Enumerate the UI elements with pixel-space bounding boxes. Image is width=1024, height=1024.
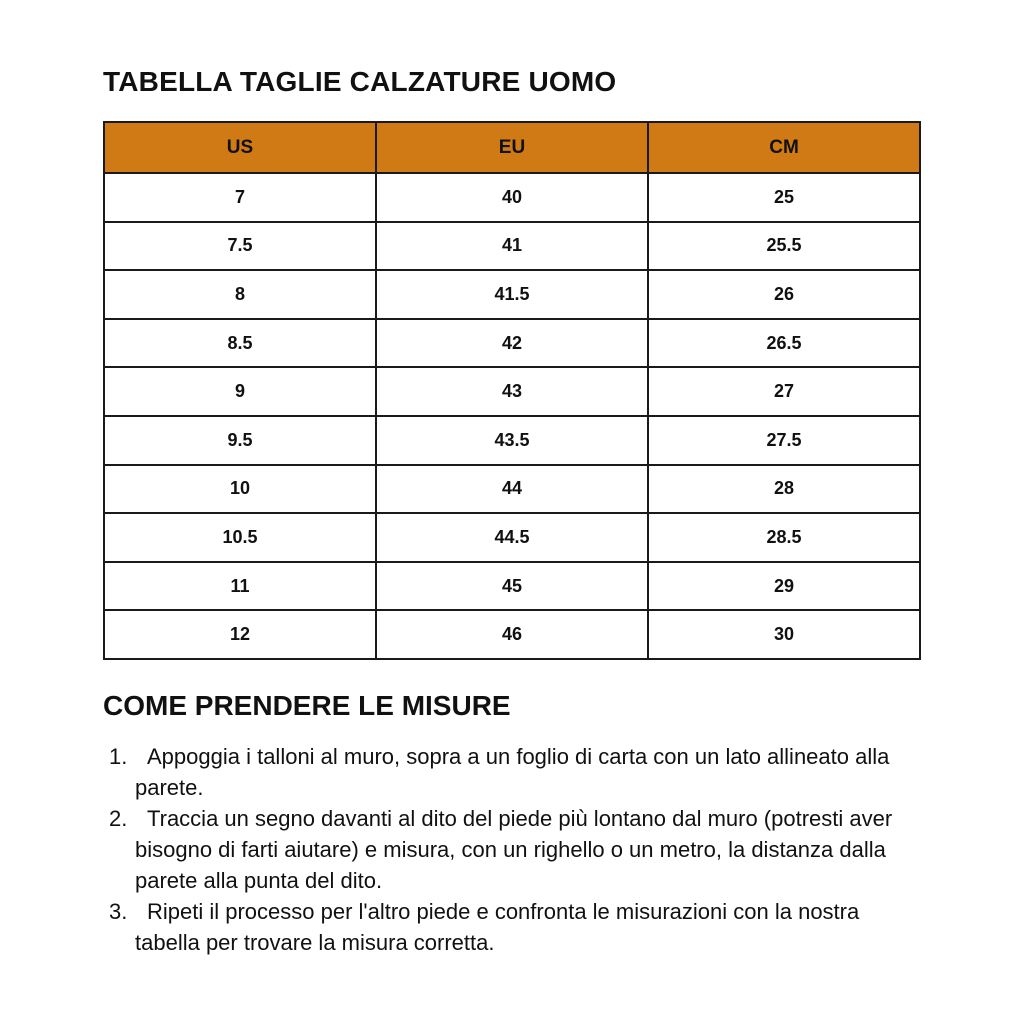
page-title: TABELLA TAGLIE CALZATURE UOMO bbox=[103, 66, 617, 97]
size-table-body bbox=[104, 173, 920, 659]
table-row bbox=[104, 222, 920, 271]
table-cell-cm: 28.5 bbox=[648, 513, 920, 562]
table-cell-cm: 29 bbox=[648, 562, 920, 611]
table-cell-cm: 26.5 bbox=[648, 319, 920, 368]
table-cell-eu: 41 bbox=[376, 222, 648, 271]
column-header-eu: EU bbox=[376, 122, 648, 173]
table-cell-us: 11 bbox=[104, 562, 376, 611]
instruction-number: 3. bbox=[109, 899, 128, 924]
instructions-list bbox=[109, 741, 921, 958]
instruction-item bbox=[109, 896, 921, 958]
instruction-number: 2. bbox=[109, 806, 128, 831]
table-cell-eu: 43.5 bbox=[376, 416, 648, 465]
instruction-item bbox=[109, 741, 921, 803]
table-cell-eu: 46 bbox=[376, 610, 648, 659]
table-cell-us: 12 bbox=[104, 610, 376, 659]
table-cell-us: 9 bbox=[104, 367, 376, 416]
table-cell-cm: 25 bbox=[648, 173, 920, 222]
table-row bbox=[104, 465, 920, 514]
table-cell-eu: 42 bbox=[376, 319, 648, 368]
table-cell-cm: 25.5 bbox=[648, 222, 920, 271]
size-table-head bbox=[104, 122, 920, 173]
table-row bbox=[104, 319, 920, 368]
table-row bbox=[104, 173, 920, 222]
table-row bbox=[104, 270, 920, 319]
size-table bbox=[103, 121, 921, 660]
table-cell-cm: 26 bbox=[648, 270, 920, 319]
table-cell-eu: 40 bbox=[376, 173, 648, 222]
table-cell-cm: 27.5 bbox=[648, 416, 920, 465]
table-cell-us: 7 bbox=[104, 173, 376, 222]
table-cell-us: 8.5 bbox=[104, 319, 376, 368]
table-row bbox=[104, 562, 920, 611]
table-cell-us: 8 bbox=[104, 270, 376, 319]
column-header-us: US bbox=[104, 122, 376, 173]
table-cell-eu: 44 bbox=[376, 465, 648, 514]
table-row bbox=[104, 367, 920, 416]
section-heading: COME PRENDERE LE MISURE bbox=[103, 690, 511, 721]
table-cell-eu: 41.5 bbox=[376, 270, 648, 319]
table-cell-us: 10.5 bbox=[104, 513, 376, 562]
instruction-item bbox=[109, 803, 921, 896]
table-header-row bbox=[104, 122, 920, 173]
table-cell-cm: 27 bbox=[648, 367, 920, 416]
instruction-text: Appoggia i talloni al muro, sopra a un foglio di carta con un lato allineato alla parete. bbox=[135, 744, 890, 800]
table-row bbox=[104, 416, 920, 465]
table-cell-cm: 28 bbox=[648, 465, 920, 514]
table-cell-eu: 44.5 bbox=[376, 513, 648, 562]
instruction-text: Ripeti il processo per l'altro piede e confronta le misurazioni con la nostra tabella per trovare la misura corretta. bbox=[135, 899, 860, 955]
table-cell-us: 9.5 bbox=[104, 416, 376, 465]
table-row bbox=[104, 513, 920, 562]
table-cell-eu: 45 bbox=[376, 562, 648, 611]
table-row bbox=[104, 610, 920, 659]
instruction-number: 1. bbox=[109, 744, 128, 769]
table-cell-cm: 30 bbox=[648, 610, 920, 659]
column-header-cm: CM bbox=[648, 122, 920, 173]
table-cell-eu: 43 bbox=[376, 367, 648, 416]
table-cell-us: 10 bbox=[104, 465, 376, 514]
instruction-text: Traccia un segno davanti al dito del piede più lontano dal muro (potresti aver bisogno di farti aiutare) e misura, con un righello o un metro, la distanza dalla parete alla punta del dito. bbox=[135, 806, 893, 893]
table-cell-us: 7.5 bbox=[104, 222, 376, 271]
